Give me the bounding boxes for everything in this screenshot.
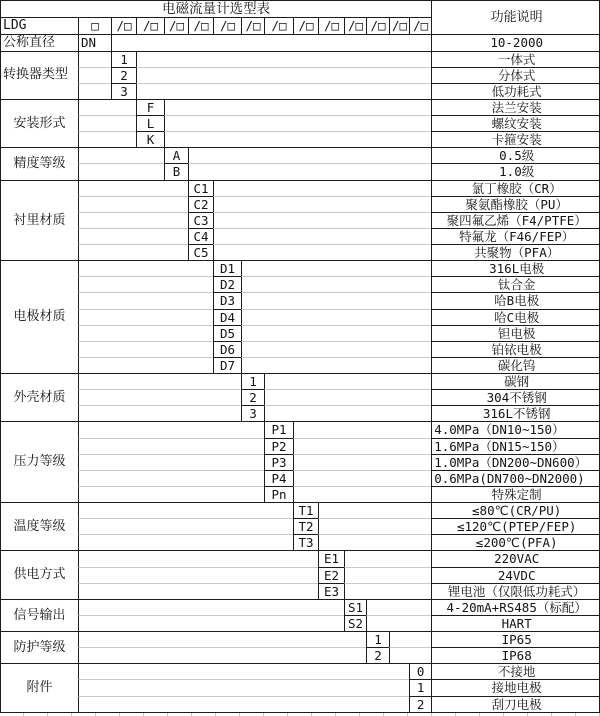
table-row: [1, 309, 600, 325]
empty-span-right: [389, 631, 431, 647]
model-slot-cell: /□: [409, 17, 431, 34]
option-code: 0: [409, 663, 431, 679]
option-desc: IP68: [431, 647, 600, 663]
option-code: 2: [111, 67, 136, 83]
table-row: [1, 389, 600, 405]
table-row: [1, 325, 600, 341]
table-row: [1, 631, 600, 647]
option-desc: 钽电极: [431, 325, 600, 341]
option-code: D1: [213, 260, 241, 276]
table-row: [1, 599, 600, 615]
option-code: D7: [213, 357, 241, 373]
model-slot-cell: /□: [111, 17, 136, 34]
option-desc: 24VDC: [431, 567, 600, 583]
model-slot-cell: /□: [264, 17, 293, 34]
empty-span-left: [78, 567, 318, 583]
option-code: C1: [188, 180, 213, 196]
table-row: [1, 615, 600, 631]
option-code: D4: [213, 309, 241, 325]
option-desc: 分体式: [431, 67, 600, 83]
option-desc: 不接地: [431, 663, 600, 679]
empty-span-right: [241, 292, 431, 308]
section-label: 转换器类型: [1, 51, 78, 99]
option-code: 1: [409, 679, 431, 695]
empty-span-left: [78, 51, 111, 67]
model-box-cell: □: [78, 17, 111, 34]
option-code: 3: [241, 405, 264, 421]
empty-span-right: [188, 163, 431, 179]
option-desc: 1.6MPa（DN15~150）: [431, 438, 600, 454]
section-label: 温度等级: [1, 502, 78, 550]
empty-span-right: [213, 180, 431, 196]
table-row: [1, 486, 600, 502]
section-label: 供电方式: [1, 550, 78, 598]
empty-span-left: [78, 389, 241, 405]
model-slot-cell: /□: [164, 17, 188, 34]
empty-span-right: [164, 99, 431, 115]
empty-span-left: [78, 196, 188, 212]
option-code: C5: [188, 244, 213, 260]
option-desc: 304不锈钢: [431, 389, 600, 405]
table-row: [1, 357, 600, 373]
title-row: [1, 1, 600, 17]
option-desc: 220VAC: [431, 550, 600, 566]
empty-span-right: [264, 405, 431, 421]
empty-span-right: [241, 325, 431, 341]
option-desc: ≤120℃(PTEP/FEP): [431, 518, 600, 534]
option-code: L: [136, 115, 164, 131]
table-row: [1, 228, 600, 244]
table-row: [1, 51, 600, 67]
option-code: 2: [241, 389, 264, 405]
empty-span-left: [78, 115, 136, 131]
empty-span-left: [78, 534, 293, 550]
option-code: E1: [318, 550, 344, 566]
model-slot-cell: /□: [213, 17, 241, 34]
option-desc: 低功耗式: [431, 83, 600, 99]
option-code: S1: [344, 599, 366, 615]
empty-span-left: [78, 486, 264, 502]
option-code: F: [136, 99, 164, 115]
option-desc: 聚四氟乙烯（F4/PTFE）: [431, 212, 600, 228]
table-row: [1, 502, 600, 518]
option-desc: 一体式: [431, 51, 600, 67]
section-label: 防护等级: [1, 631, 78, 663]
table-row: [1, 196, 600, 212]
empty-span-right: [293, 438, 431, 454]
table-row: [1, 99, 600, 115]
empty-span-left: [78, 228, 188, 244]
empty-span-left: [78, 147, 164, 163]
empty-span-left: [78, 131, 136, 147]
function-column-header: 功能说明: [431, 1, 600, 34]
model-slot-cell: /□: [344, 17, 366, 34]
model-slot-cell: /□: [188, 17, 213, 34]
option-code: P3: [264, 454, 293, 470]
empty-span-left: [78, 438, 264, 454]
empty-span-right: [241, 357, 431, 373]
option-desc: 氯丁橡胶（CR）: [431, 180, 600, 196]
table-row: [1, 83, 600, 99]
option-code: A: [164, 147, 188, 163]
option-desc: 0.5级: [431, 147, 600, 163]
option-code: P1: [264, 421, 293, 437]
empty-span-right: [213, 212, 431, 228]
empty-span-left: [78, 67, 111, 83]
option-desc: 10-2000: [431, 34, 600, 51]
model-slot-cell: /□: [318, 17, 344, 34]
model-slot-cell: /□: [241, 17, 264, 34]
empty-span-left: [78, 663, 409, 679]
option-code: 1: [366, 631, 389, 647]
empty-span-right: [293, 421, 431, 437]
table-row: [1, 534, 600, 550]
model-prefix-cell: LDG: [1, 17, 78, 34]
table-row: [1, 292, 600, 308]
empty-span-left: [78, 647, 366, 663]
option-desc: 螺纹安装: [431, 115, 600, 131]
table-row: [1, 180, 600, 196]
empty-span-right: [164, 131, 431, 147]
section-label: 衬里材质: [1, 180, 78, 261]
section-label: 外壳材质: [1, 373, 78, 421]
empty-span-right: [344, 583, 431, 599]
empty-span-right: [164, 115, 431, 131]
option-code: D5: [213, 325, 241, 341]
empty-span-right: [344, 550, 431, 566]
table-row: [1, 212, 600, 228]
table-row: [1, 276, 600, 292]
table-row: [1, 163, 600, 179]
section-label: 信号输出: [1, 599, 78, 631]
option-desc: 铂铱电极: [431, 341, 600, 357]
empty-span-right: [293, 470, 431, 486]
option-desc: ≤80℃(CR/PU): [431, 502, 600, 518]
empty-span-right: [366, 615, 431, 631]
empty-span-left: [78, 99, 136, 115]
section-label: 附件: [1, 663, 78, 712]
option-code: C3: [188, 212, 213, 228]
option-code: T2: [293, 518, 318, 534]
option-desc: 1.0MPa（DN200~DN600）: [431, 454, 600, 470]
empty-span-left: [78, 421, 264, 437]
empty-span-right: [318, 534, 431, 550]
option-desc: 4-20mA+RS485（标配）: [431, 599, 600, 615]
empty-span-left: [78, 615, 344, 631]
option-code: 2: [366, 647, 389, 663]
option-code: K: [136, 131, 164, 147]
option-desc: 碳钢: [431, 373, 600, 389]
option-code: T3: [293, 534, 318, 550]
empty-span-right: [136, 51, 431, 67]
option-desc: 0.6MPa(DN700~DN2000): [431, 470, 600, 486]
option-desc: 聚氨酯橡胶（PU）: [431, 196, 600, 212]
empty-span-left: [78, 502, 293, 518]
table-row: [1, 518, 600, 534]
empty-span-left: [78, 325, 213, 341]
empty-span-right: [318, 518, 431, 534]
empty-span-right: [264, 373, 431, 389]
empty-span-left: [78, 341, 213, 357]
table-row: [1, 438, 600, 454]
table-row: [1, 583, 600, 599]
empty-span-left: [78, 292, 213, 308]
empty-span-left: [78, 373, 241, 389]
option-code: D6: [213, 341, 241, 357]
empty-span-right: [293, 454, 431, 470]
empty-span-right: [344, 567, 431, 583]
option-desc: 刮刀电极: [431, 696, 600, 712]
empty-span-right: [213, 244, 431, 260]
table-row: [1, 679, 600, 695]
option-code: D2: [213, 276, 241, 292]
empty-span-left: [78, 180, 188, 196]
option-code: C2: [188, 196, 213, 212]
empty-span-left: [78, 405, 241, 421]
section-label: 电极材质: [1, 260, 78, 373]
option-desc: 316L电极: [431, 260, 600, 276]
table-row: [1, 550, 600, 566]
option-code: 2: [409, 696, 431, 712]
empty-span-right: [241, 276, 431, 292]
option-desc: 共聚物（PFA）: [431, 244, 600, 260]
empty-span-left: [78, 309, 213, 325]
table-row: [1, 244, 600, 260]
table-row: [1, 696, 600, 712]
section-label: 公称直径: [1, 34, 78, 51]
table-row: [1, 260, 600, 276]
empty-span-left: [78, 357, 213, 373]
empty-span-left: [78, 518, 293, 534]
option-desc: 碳化钨: [431, 357, 600, 373]
option-desc: 卡箍安装: [431, 131, 600, 147]
empty-span-right: [136, 83, 431, 99]
model-slot-cell: /□: [389, 17, 409, 34]
empty-span-left: [78, 212, 188, 228]
empty-span-left: [78, 696, 409, 712]
option-desc: 1.0级: [431, 163, 600, 179]
option-desc: 接地电极: [431, 679, 600, 695]
option-code: P2: [264, 438, 293, 454]
table-row: [1, 67, 600, 83]
model-slot-cell: /□: [293, 17, 318, 34]
model-slot-cell: /□: [366, 17, 389, 34]
table-row: [1, 647, 600, 663]
table-row: [1, 34, 600, 51]
table-row: [1, 405, 600, 421]
empty-span-right: [136, 67, 431, 83]
selection-table: [1, 1, 600, 712]
empty-span-left: [78, 244, 188, 260]
option-code: 1: [241, 373, 264, 389]
table-row: [1, 421, 600, 437]
section-label: 压力等级: [1, 421, 78, 502]
option-desc: ≤200℃(PFA): [431, 534, 600, 550]
option-code: 3: [111, 83, 136, 99]
table-row: [1, 341, 600, 357]
empty-span-right: [318, 502, 431, 518]
empty-span-right: [293, 486, 431, 502]
empty-span-left: [78, 583, 318, 599]
table-row: [1, 373, 600, 389]
option-desc: 法兰安装: [431, 99, 600, 115]
option-code: B: [164, 163, 188, 179]
option-code: 1: [111, 51, 136, 67]
option-desc: 锂电池（仅限低功耗式）: [431, 583, 600, 599]
empty-span-left: [78, 470, 264, 486]
empty-span-right: [241, 260, 431, 276]
empty-span-right: [213, 196, 431, 212]
section-label: 安装形式: [1, 99, 78, 147]
empty-span-right: [241, 341, 431, 357]
option-code: DN: [78, 34, 111, 51]
option-code: C4: [188, 228, 213, 244]
option-code: E2: [318, 567, 344, 583]
empty-span-left: [78, 163, 164, 179]
option-desc: IP65: [431, 631, 600, 647]
table-row: [1, 131, 600, 147]
table-row: [1, 115, 600, 131]
option-code: T1: [293, 502, 318, 518]
option-code: Pn: [264, 486, 293, 502]
option-code: S2: [344, 615, 366, 631]
table-row: [1, 147, 600, 163]
option-desc: HART: [431, 615, 600, 631]
empty-span-left: [78, 276, 213, 292]
model-slot-cell: /□: [136, 17, 164, 34]
empty-span-right: [188, 147, 431, 163]
option-desc: 钛合金: [431, 276, 600, 292]
option-desc: 特殊定制: [431, 486, 600, 502]
section-label: 精度等级: [1, 147, 78, 179]
empty-span-right: [389, 647, 431, 663]
option-desc: 4.0MPa（DN10~150）: [431, 421, 600, 437]
option-code: D3: [213, 292, 241, 308]
table-row: [1, 470, 600, 486]
table-row: [1, 454, 600, 470]
empty-span-left: [78, 83, 111, 99]
table-row: [1, 663, 600, 679]
empty-span-right: [213, 228, 431, 244]
empty-span-left: [78, 550, 318, 566]
empty-span-right: [241, 309, 431, 325]
empty-span-right: [264, 389, 431, 405]
option-code: P4: [264, 470, 293, 486]
table-title: 电磁流量计选型表: [162, 1, 271, 17]
option-desc: 哈C电极: [431, 309, 600, 325]
empty-span-right: [366, 599, 431, 615]
table-row: [1, 567, 600, 583]
option-desc: 特氟龙（F46/FEP）: [431, 228, 600, 244]
option-code: E3: [318, 583, 344, 599]
empty-span-left: [78, 599, 344, 615]
empty-span-right: [111, 34, 431, 51]
empty-span-left: [78, 260, 213, 276]
empty-span-left: [78, 679, 409, 695]
empty-span-left: [78, 631, 366, 647]
option-desc: 316L不锈钢: [431, 405, 600, 421]
option-desc: 哈B电极: [431, 292, 600, 308]
empty-span-left: [78, 454, 264, 470]
